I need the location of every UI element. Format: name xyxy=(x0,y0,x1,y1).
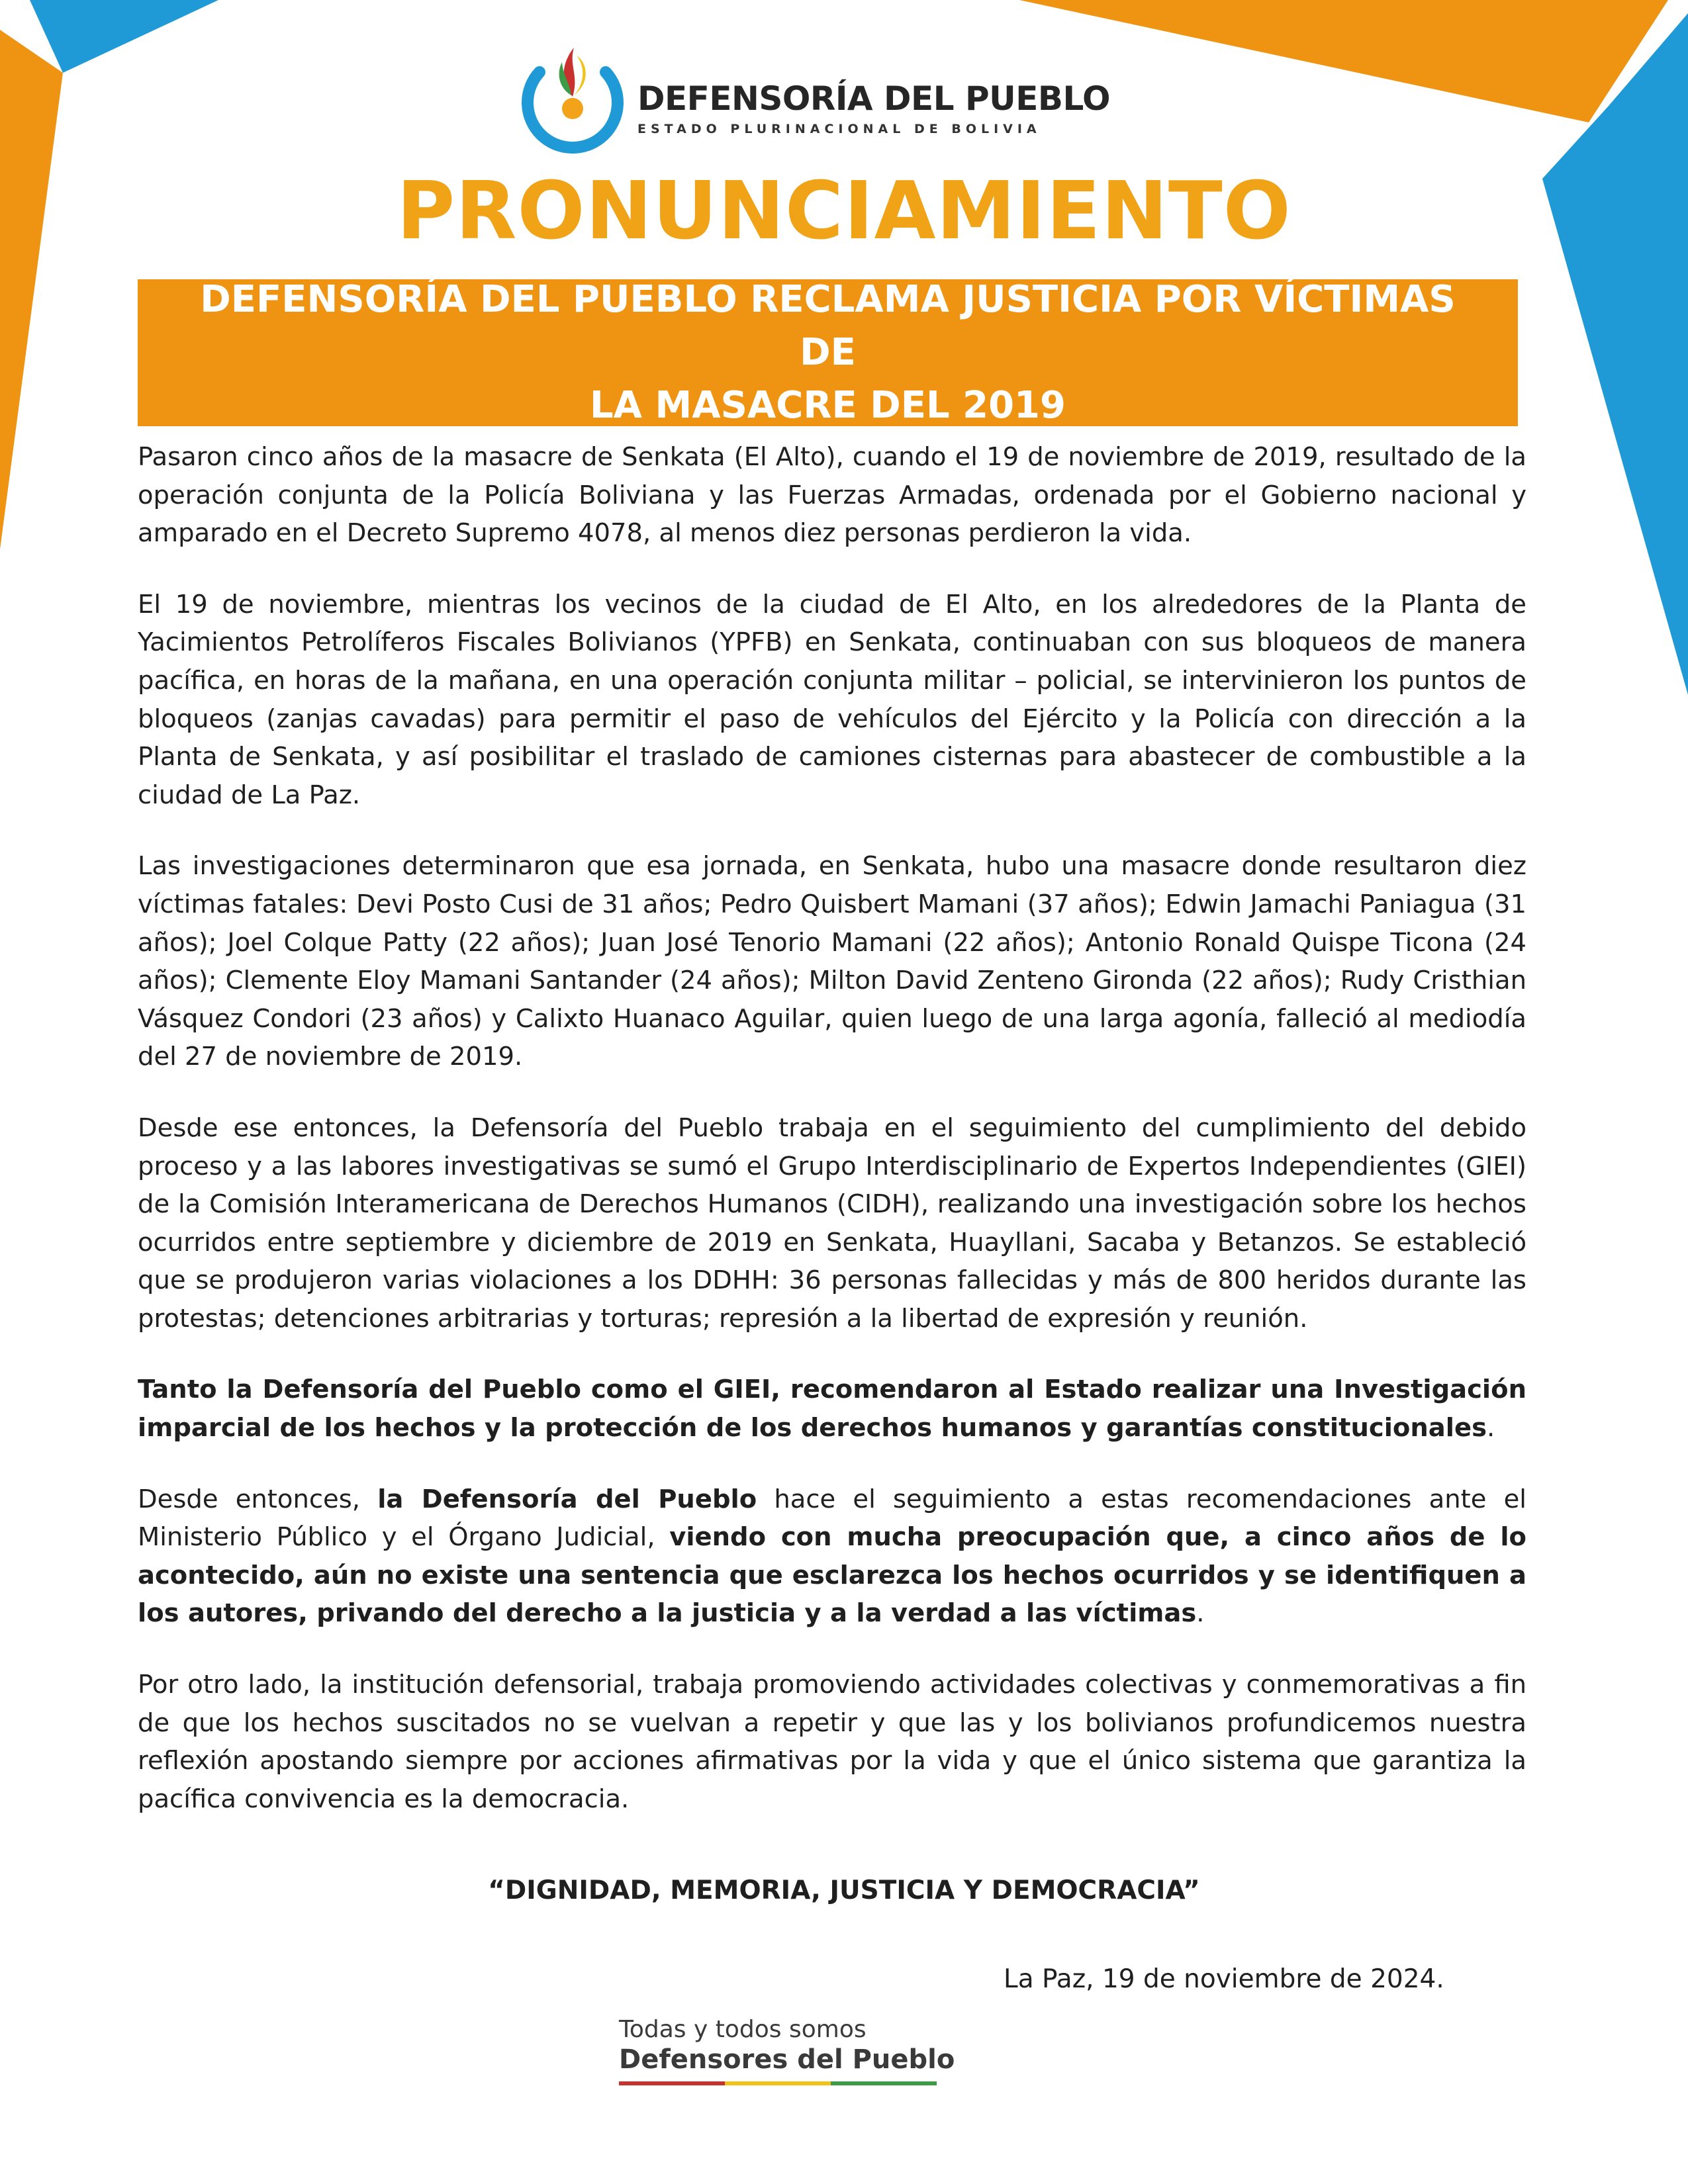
flag-green-segment xyxy=(831,2081,937,2085)
paragraph-5-end: . xyxy=(1487,1413,1495,1443)
paragraph-6-e: . xyxy=(1196,1598,1205,1629)
paragraph-6-d: viendo con mucha preocupación que, a cinco años de lo acontecido, aún no existe una sentencia que esclarezca los hechos ocurridos y se identifiquen a los autores, privando del derecho a la justicia y a la verdad a las víctimas xyxy=(138,1522,1526,1629)
footer-line-2: Defensores del Pueblo xyxy=(619,2044,955,2075)
headline-banner xyxy=(138,279,1518,426)
top-right-orange-shape xyxy=(1019,0,1668,122)
paragraph-7: Por otro lado, la institución defensorial, trabaja promoviendo actividades colectivas y conmemorativas a fin de que los hechos suscitados no se vuelvan a repetir y que las y los bolivianos profundicemos nuestra reflexión apostando siempre por acciones afirmativas por la vida y que el único sistema que garantiza la pacífica convivencia es la democracia. xyxy=(138,1670,1526,1814)
flag-color-bar xyxy=(619,2081,937,2085)
headline-line-1: DEFENSORÍA DEL PUEBLO RECLAMA JUSTICIA POR VÍCTIMAS DE xyxy=(200,278,1456,374)
footer-slogan xyxy=(619,2016,955,2085)
paragraph-2: El 19 de noviembre, mientras los vecinos de la ciudad de El Alto, en los alrededores de la Planta de Yacimientos Petrolíferos Fiscales Bolivianos (YPFB) en Senkata, continuaban con sus bloqueos de manera pacífica, en horas de la mañana, en una operación conjunta militar – policial, se intervinieron los puntos de bloqueos (zanjas cavadas) para permitir el paso de vehículos del Ejército y la Policía con dirección a la Planta de Senkata, y así posibilitar el traslado de camiones cisternas para abastecer de combustible a la ciudad de La Paz. xyxy=(138,589,1526,810)
document-title: PRONUNCIAMIENTO xyxy=(397,165,1291,257)
dateline: La Paz, 19 de noviembre de 2024. xyxy=(1004,1964,1444,1994)
motto: “DIGNIDAD, MEMORIA, JUSTICIA Y DEMOCRACIA” xyxy=(488,1876,1200,1905)
paragraph-5 xyxy=(138,1371,1526,1447)
flag-red-segment xyxy=(619,2081,725,2085)
paragraph-3: Las investigaciones determinaron que esa jornada, en Senkata, hubo una masacre donde resultaron diez víctimas fatales: Devi Posto Cusi de 31 años; Pedro Quisbert Mamani (37 años); Edwin Jamachi Paniagua (31 años); Joel Colque Patty (22 años); Juan José Tenorio Mamani (22 años); Antonio Ronald Quispe Ticona (24 años); Clemente Eloy Mamani Santander (24 años); Milton David Zenteno Gironda (22 años); Rudy Cristhian Vásquez Condori (23 años) y Calixto Huanaco Aguilar, quien luego de una larga agonía, falleció al mediodía del 27 de noviembre de 2019. xyxy=(138,851,1526,1072)
org-name: DEFENSORÍA DEL PUEBLO xyxy=(637,79,1111,118)
paragraph-6-b: la Defensoría del Pueblo xyxy=(377,1484,757,1514)
paragraph-6 xyxy=(138,1480,1526,1633)
logo-emblem-icon xyxy=(513,36,632,155)
logo-text xyxy=(637,79,1110,136)
top-left-blue-shape xyxy=(30,0,218,73)
left-orange-shape xyxy=(0,30,63,549)
headline-line-2: LA MASACRE DEL 2019 xyxy=(589,384,1066,427)
org-subtitle: ESTADO PLURINACIONAL DE BOLIVIA xyxy=(637,122,1041,136)
footer-line-1: Todas y todos somos xyxy=(619,2016,867,2043)
institution-logo xyxy=(513,41,1111,154)
paragraph-1: Pasaron cinco años de la masacre de Senkata (El Alto), cuando el 19 de noviembre de 2019, resultado de la operación conjunta de la Policía Boliviana y las Fuerzas Armadas, ordenada por el Gobierno nacional y amparado en el Decreto Supremo 4078, al menos diez personas perdieron la vida. xyxy=(138,442,1526,549)
flag-yellow-segment xyxy=(725,2081,831,2085)
paragraph-6-c: hace el seguimiento a estas recomendaciones ante el Ministerio Público y el Órgano Judicial, xyxy=(138,1484,1526,1553)
headline-text xyxy=(199,273,1457,432)
document-body xyxy=(138,438,1526,1851)
paragraph-6-a: Desde entonces, xyxy=(138,1484,378,1514)
paragraph-4: Desde ese entonces, la Defensoría del Pueblo trabaja en el seguimiento del cumplimiento del debido proceso y a las labores investigativas se sumó el Grupo Interdisciplinario de Expertos Independientes (GIEI) de la Comisión Interamericana de Derechos Humanos (CIDH), realizando una investigación sobre los hechos ocurridos entre septiembre y diciembre de 2019 en Senkata, Huayllani, Sacaba y Betanzos. Se estableció que se produjeron varias violaciones a los DDHH: 36 personas fallecidas y más de 800 heridos durante las protestas; detenciones arbitrarias y torturas; represión a la libertad de expresión y reunión. xyxy=(138,1113,1526,1334)
paragraph-5-bold: Tanto la Defensoría del Pueblo como el GIEI, recomendaron al Estado realizar una Investigación imparcial de los hechos y la protección de los derechos humanos y garantías constitucionales xyxy=(138,1375,1526,1443)
